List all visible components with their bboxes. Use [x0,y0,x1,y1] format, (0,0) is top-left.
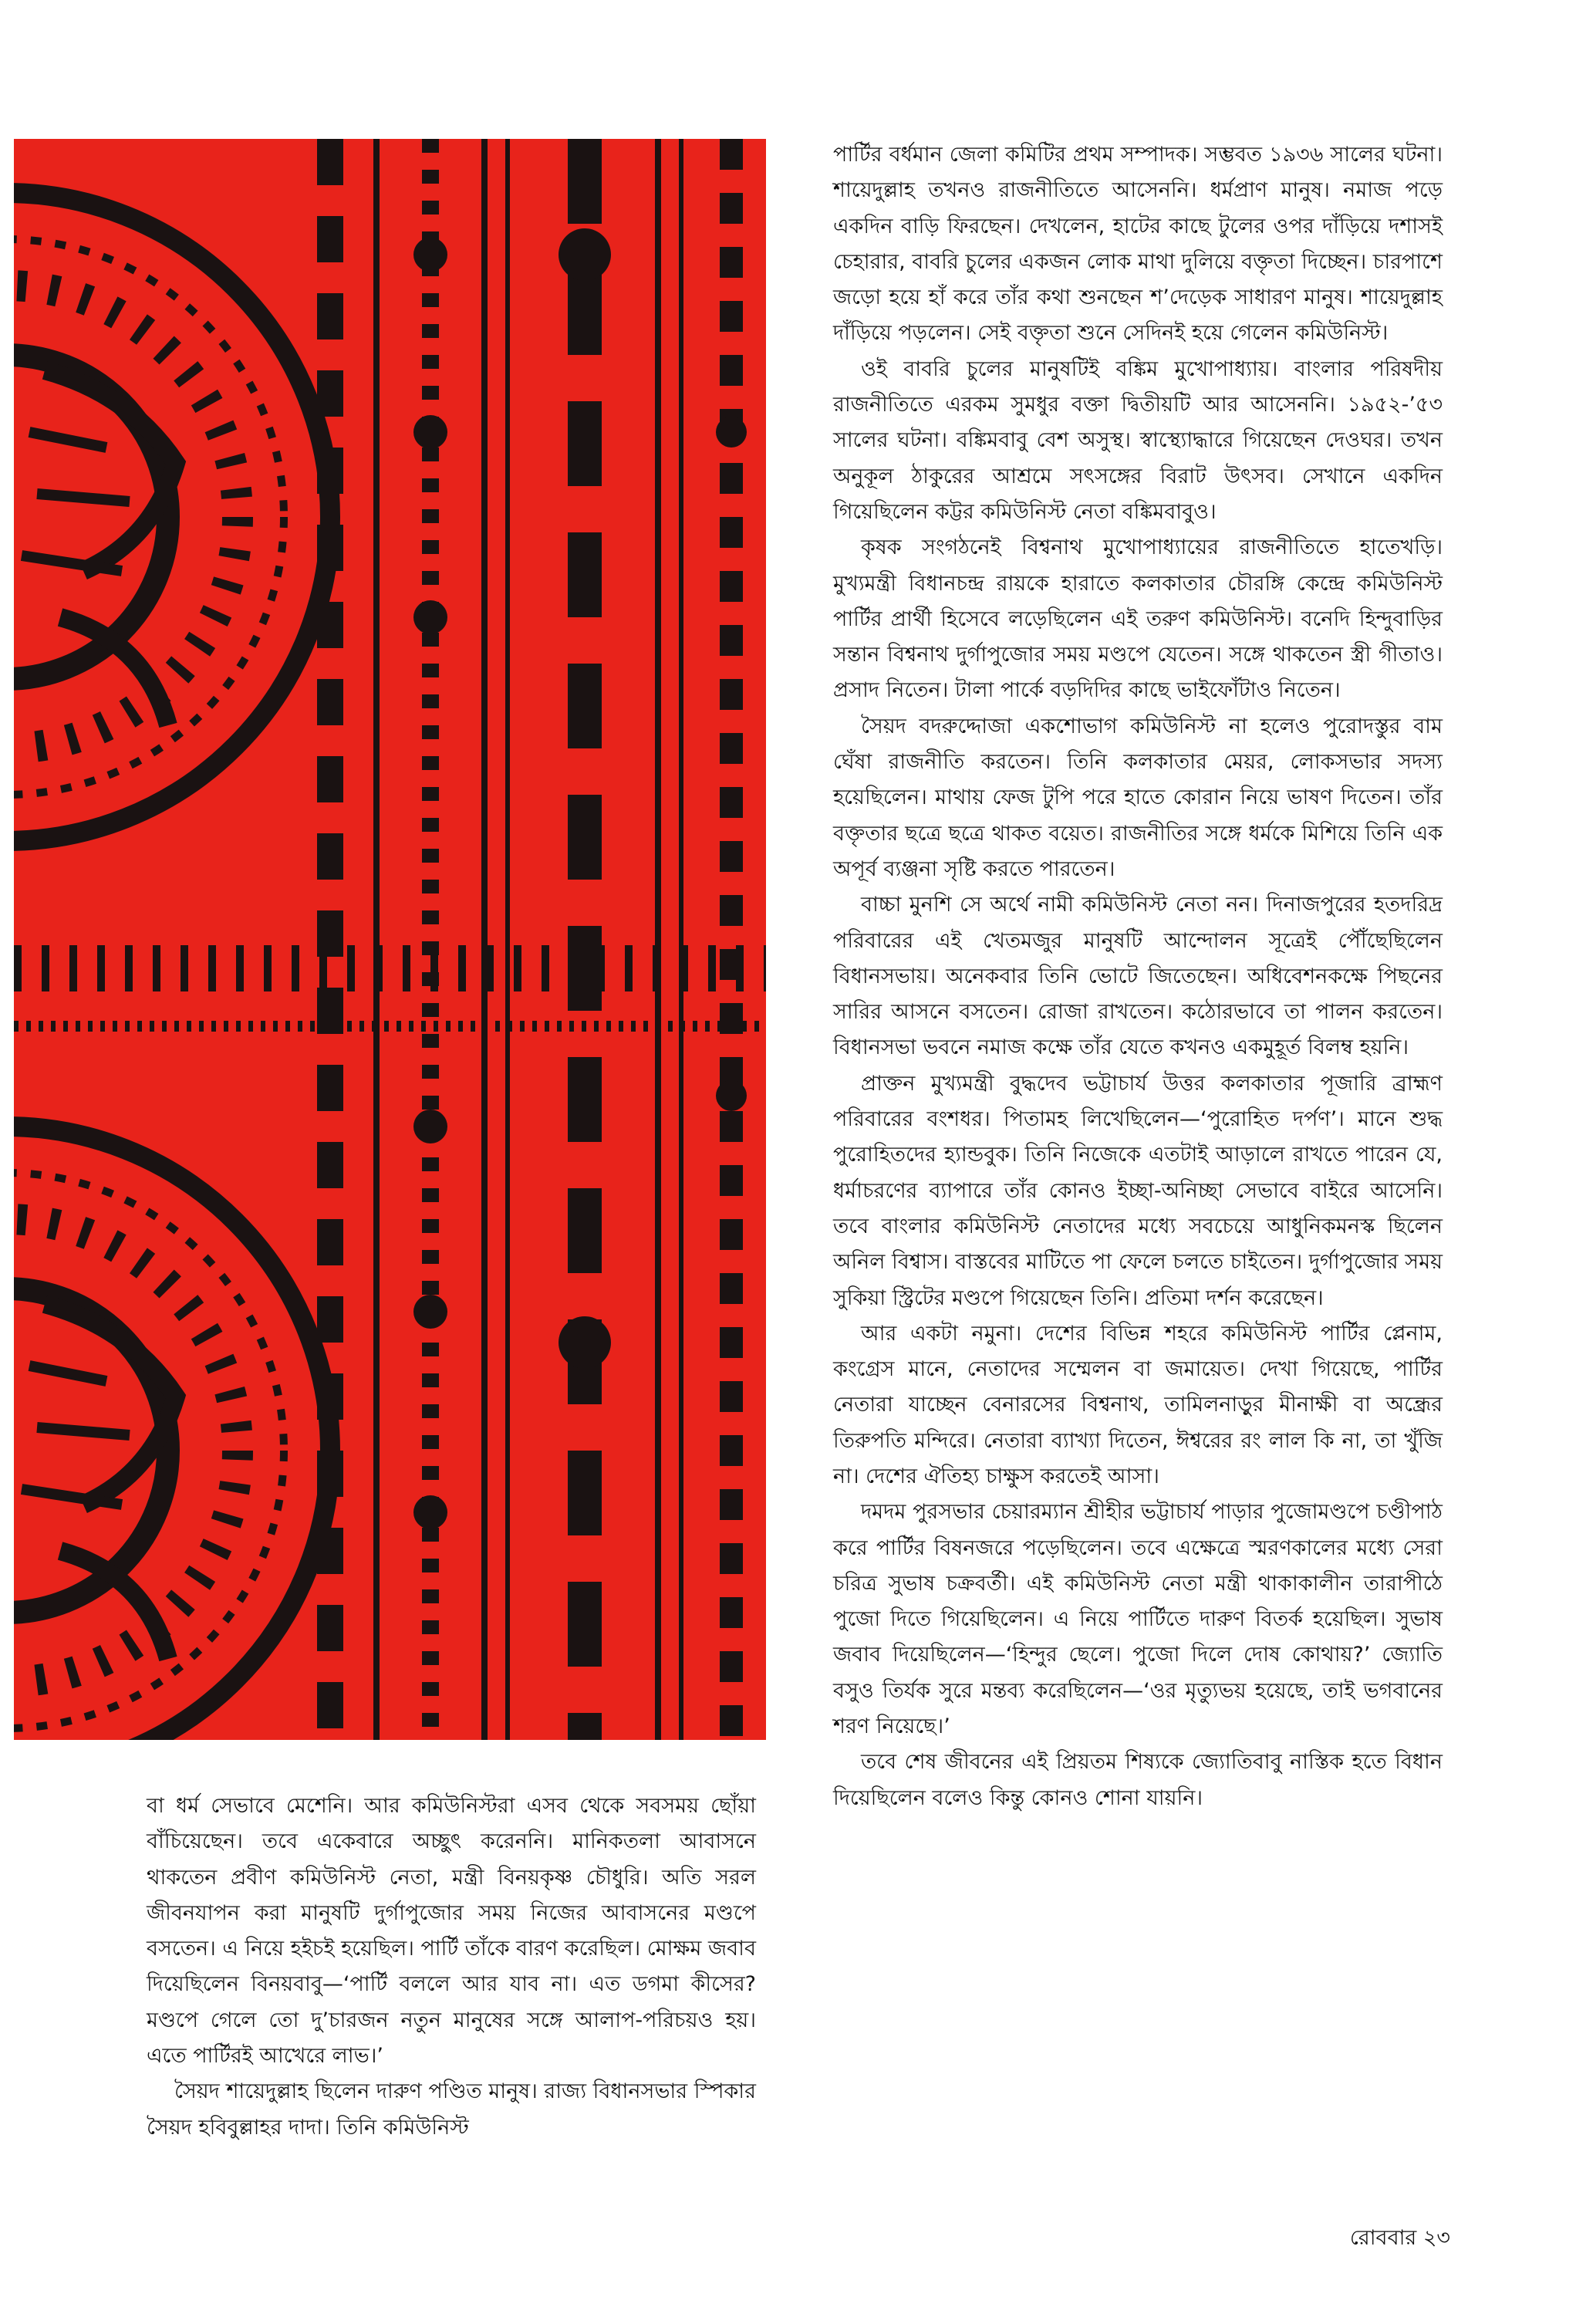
paragraph: সৈয়দ বদরুদ্দোজা একশোভাগ কমিউনিস্ট না হলেও পুরোদস্তুর বাম ঘেঁষা রাজনীতি করতেন। তিনি কলকাতার মেয়র, লোকসভার সদস্য হয়েছিলেন। মাথায় ফেজ টুপি পরে হাতে কোরান নিয়ে ভাষণ দিতেন। তাঁর বক্তৃতার ছত্রে ছত্রে থাকত বয়েত। রাজনীতির সঙ্গে ধর্মকে মিশিয়ে তিনি এক অপূর্ব ব্যঞ্জনা সৃষ্টি করতে পারতেন। [833,714,1443,881]
woodblock-print-pattern [14,139,766,1740]
paragraph: তবে শেষ জীবনের এই প্রিয়তম শিষ্যকে জ্যোতিবাবু নাস্তিক হতে বিধান দিয়েছিলেন বলেও কিন্তু কোনও শোনা যায়নি। [833,1750,1443,1810]
vertical-border-bands [330,139,731,1740]
paragraph: পার্টির বর্ধমান জেলা কমিটির প্রথম সম্পাদক। সম্ভবত ১৯৩৬ সালের ঘটনা। শায়েদুল্লাহ তখনও রাজনীতিতে আসেননি। ধর্মপ্রাণ মানুষ। নমাজ পড়ে একদিন বাড়ি ফিরছেন। দেখলেন, হাটের কাছে টুলের ওপর দাঁড়িয়ে দশাসই চেহারার, বাবরি চুলের একজন লোক মাথা দুলিয়ে বক্তৃতা দিচ্ছেন। চারপাশে জড়ো হয়ে হাঁ করে তাঁর কথা শুনছেন শ’দেড়েক সাধারণ মানুষ। শায়েদুল্লাহ দাঁড়িয়ে পড়লেন। সেই বক্তৃতা শুনে সেদিনই হয়ে গেলেন কমিউনিস্ট। [833,143,1443,346]
medallion-upper [14,193,330,841]
paragraph: ওই বাবরি চুলের মানুষটিই বঙ্কিম মুখোপাধ্যায়। বাংলার পরিষদীয় রাজনীতিতে এরকম সুমধুর বক্তা দ্বিতীয়টি আর আসেননি। ১৯৫২-’৫৩ সালের ঘটনা। বঙ্কিমবাবু বেশ অসুস্থ। স্বাস্থ্যোদ্ধারে গিয়েছেন দেওঘর। তখন অনুকূল ঠাকুরের আশ্রমে সৎসঙ্গের বিরাট উৎসব। সেখানে একদিন গিয়েছিলেন কট্টর কমিউনিস্ট নেতা বঙ্কিমবাবুও। [833,356,1443,524]
paragraph: কৃষক সংগঠনেই বিশ্বনাথ মুখোপাধ্যায়ের রাজনীতিতে হাতেখড়ি। মুখ্যমন্ত্রী বিধানচন্দ্র রায়কে হারাতে কলকাতার চৌরঙ্গি কেন্দ্রে কমিউনিস্ট পার্টির প্রার্থী হিসেবে লড়েছিলেন এই তরুণ কমিউনিস্ট। বনেদি হিন্দুবাড়ির সন্তান বিশ্বনাথ দুর্গাপুজোর সময় মণ্ডপে যেতেন। সঙ্গে থাকতেন স্ত্রী গীতাও। প্রসাদ নিতেন। টালা পার্কে বড়দিদির কাছে ভাইফোঁটাও নিতেন। [833,535,1443,703]
paragraph: বা ধর্ম সেভাবে মেশেনি। আর কমিউনিস্টরা এসব থেকে সবসময় ছোঁয়া বাঁচিয়েছেন। তবে একেবারে অচ্ছুৎ করেননি। মানিকতলা আবাসনে থাকতেন প্রবীণ কমিউনিস্ট নেতা, মন্ত্রী বিনয়কৃষ্ণ চৌধুরি। অতি সরল জীবনযাপন করা মানুষটি দুর্গাপুজোর সময় নিজের আবাসনের মণ্ডপে বসতেন। এ নিয়ে হইচই হয়েছিল। পার্টি তাঁকে বারণ করেছিল। মোক্ষম জবাব দিয়েছিলেন বিনয়বাবু—‘পার্টি বললে আর যাব না। এত ডগমা কীসের? মণ্ডপে গেলে তো দু’চারজন নতুন মানুষের সঙ্গে আলাপ-পরিচয়ও হয়। এতে পার্টিরই আখেরে লাভ।’ [147,1794,756,2069]
article-column-left [147,1789,756,2146]
medallion-lower [14,1127,330,1740]
magazine-name: রোববার [1349,2226,1417,2250]
page-number: ২৩ [1422,2226,1450,2250]
paragraph: সৈয়দ শায়েদুল্লাহ ছিলেন দারুণ পণ্ডিত মানুষ। রাজ্য বিধানসভার স্পিকার সৈয়দ হবিবুল্লাহর দাদা। তিনি কমিউনিস্ট [147,2079,756,2140]
horizontal-tassel-rows [14,968,766,1026]
article-column-right [833,137,1443,1816]
paragraph: দমদম পুরসভার চেয়ারম্যান শ্রীহীর ভট্টাচার্য পাড়ার পুজোমণ্ডপে চণ্ডীপাঠ করে পার্টির বিষনজরে পড়েছিলেন। তবে এক্ষেত্রে স্মরণকালের মধ্যে সেরা চরিত্র সুভাষ চক্রবর্তী। এই কমিউনিস্ট নেতা মন্ত্রী থাকাকালীন তারাপীঠে পুজো দিতে গিয়েছিলেন। এ নিয়ে পার্টিতে দারুণ বিতর্ক হয়েছিল। সুভাষ জবাব দিয়েছিলেন—‘হিন্দুর ছেলে। পুজো দিলে দোষ কোথায়?’ জ্যোতি বসুও তির্যক সুরে মন্তব্য করেছিলেন—‘ওর মৃত্যুভয় হয়েছে, তাই ভগবানের শরণ নিয়েছে।’ [833,1500,1443,1739]
paragraph: প্রাক্তন মুখ্যমন্ত্রী বুদ্ধদেব ভট্টাচার্য উত্তর কলকাতার পূজারি ব্রাহ্মণ পরিবারের বংশধর। পিতামহ লিখেছিলেন—‘পুরোহিত দর্পণ’। মানে শুদ্ধ পুরোহিতদের হ্যান্ডবুক। তিনি নিজেকে এতটাই আড়ালে রাখতে পারেন যে, ধর্মাচরণের ব্যাপারে তাঁর কোনও ইচ্ছা-অনিচ্ছা সেভাবে বাইরে আসেনি। তবে বাংলার কমিউনিস্ট নেতাদের মধ্যে সবচেয়ে আধুনিকমনস্ক ছিলেন অনিল বিশ্বাস। বাস্তবের মাটিতে পা ফেলে চলতে চাইতেন। দুর্গাপুজোর সময় সুকিয়া স্ট্রিটের মণ্ডপে গিয়েছেন তিনি। প্রতিমা দর্শন করেছেন। [833,1071,1443,1310]
decorative-artwork [14,139,766,1740]
page-footer [1327,2222,1450,2257]
paragraph: আর একটা নমুনা। দেশের বিভিন্ন শহরে কমিউনিস্ট পার্টির প্লেনাম, কংগ্রেস মানে, নেতাদের সম্মেলন বা জমায়েত। দেখা গিয়েছে, পার্টির নেতারা যাচ্ছেন বেনারসের বিশ্বনাথ, তামিলনাড়ুর মীনাক্ষী বা অন্ধ্রের তিরুপতি মন্দিরে। নেতারা ব্যাখ্যা দিতেন, ঈশ্বরের রং লাল কি না, তা খুঁজি না। দেশের ঐতিহ্য চাক্ষুস করতেই আসা। [833,1321,1443,1488]
paragraph: বাচ্চা মুনশি সে অর্থে নামী কমিউনিস্ট নেতা নন। দিনাজপুরের হতদরিদ্র পরিবারের এই খেতমজুর মানুষটি আন্দোলন সূত্রেই পৌঁছেছিলেন বিধানসভায়। অনেকবার তিনি ভোটে জিতেছেন। অধিবেশনকক্ষে পিছনের সারির আসনে বসতেন। রোজা রাখতেন। কঠোরভাবে তা পালন করতেন। বিধানসভা ভবনে নমাজ কক্ষে তাঁর যেতে কখনও একমুহূর্ত বিলম্ব হয়নি। [833,893,1443,1060]
